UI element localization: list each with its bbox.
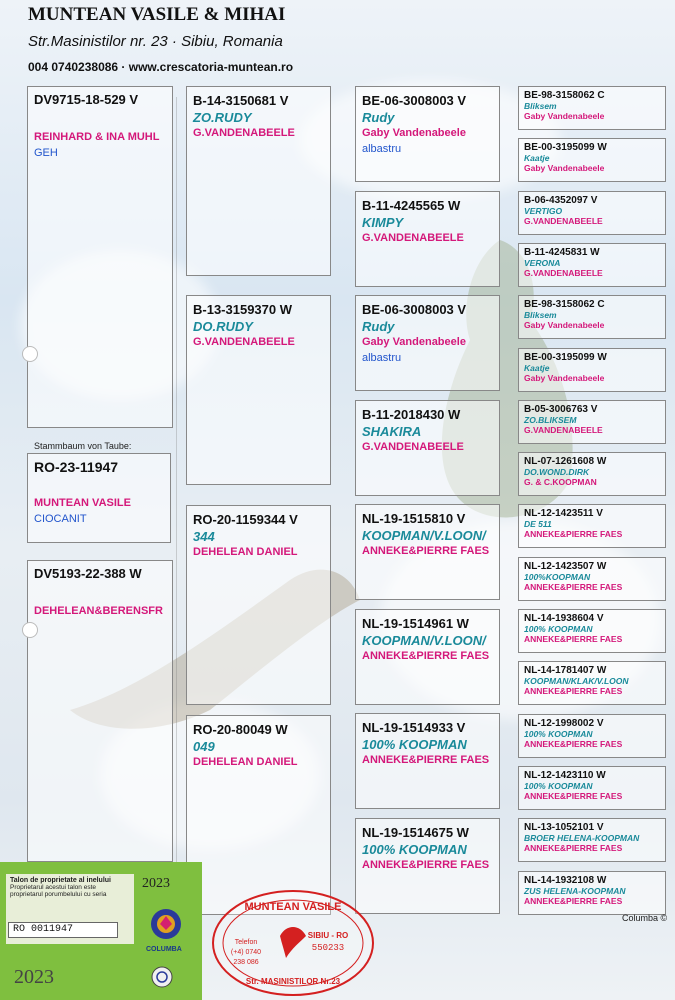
great-great-grandparent-name: 100% KOOPMAN	[524, 624, 593, 634]
subject-ring: RO-23-11947	[34, 459, 119, 475]
great-grandparent-name: KOOPMAN/V.LOON/	[362, 632, 486, 648]
great-grandparent-box	[355, 504, 500, 600]
owner-stamp	[210, 888, 376, 998]
sire-owner: REINHARD & INA MUHL	[34, 131, 160, 143]
stamp-city: SIBIU - RO	[307, 931, 349, 940]
great-great-grandparent-owner: Gaby Vandenabeele	[524, 372, 605, 383]
great-great-grandparent-box	[518, 243, 666, 287]
great-great-grandparent-name: Bliksem	[524, 310, 557, 321]
breeder-contact: 004 0740238086 · www.crescatoria-muntean.ro	[28, 60, 294, 74]
great-grandparent-ring: B-11-4245565 W	[362, 197, 461, 213]
great-great-grandparent-name: VERTIGO	[524, 205, 563, 216]
breeder-title: MUNTEAN VASILE & MIHAI	[28, 4, 286, 25]
great-great-grandparent-ring: B-05-3006763 V	[524, 403, 598, 415]
great-great-grandparent-box	[518, 609, 666, 653]
great-grandparent-name: KOOPMAN/V.LOON/	[362, 528, 486, 543]
great-great-grandparent-name: BROER HELENA-KOOPMAN	[524, 833, 640, 844]
grandparent-box	[186, 295, 331, 485]
great-grandparent-ring: NL-19-1515810 V	[362, 511, 466, 526]
great-grandparent-box	[355, 609, 500, 705]
great-great-grandparent-box	[518, 557, 666, 601]
punch-hole	[22, 622, 38, 638]
great-great-grandparent-ring: B-06-4352097 V	[524, 194, 598, 206]
great-great-grandparent-name: 100% KOOPMAN	[524, 780, 593, 791]
great-grandparent-name: Rudy	[362, 319, 395, 334]
great-great-grandparent-ring: NL-14-1932108 W	[524, 874, 607, 886]
great-great-grandparent-ring: NL-14-1781407 W	[524, 665, 607, 677]
great-grandparent-owner: G.VANDENABEELE	[362, 231, 464, 244]
great-grandparent-ring: BE-06-3008003 V	[362, 93, 467, 108]
great-great-grandparent-name: DO.WOND.DIRK	[524, 467, 590, 478]
grandparent-ring: RO-20-1159344 V	[193, 512, 298, 527]
great-great-grandparent-box	[518, 871, 666, 915]
dam-ring: DV5193-22-388 W	[34, 566, 142, 581]
great-great-grandparent-owner: ANNEKE&PIERRE FAES	[524, 529, 623, 540]
great-great-grandparent-name: 100% KOOPMAN	[524, 728, 593, 739]
great-great-grandparent-name: KOOPMAN/KLAK/V.LOON	[524, 676, 629, 687]
great-grandparent-box	[355, 400, 500, 496]
great-grandparent-box	[355, 295, 500, 391]
great-great-grandparent-box	[518, 714, 666, 758]
connector-line	[176, 97, 177, 887]
pedigree-label: Stammbaum von Taube:	[34, 441, 132, 451]
certificate-line2: Proprietarul acestui talon este	[10, 884, 96, 891]
certificate-serial: RO 0011947	[8, 922, 118, 938]
certificate-logo-text: COLUMBA	[146, 946, 182, 953]
great-great-grandparent-ring: NL-12-1423511 V	[524, 508, 603, 520]
great-great-grandparent-ring: NL-14-1938604 V	[524, 613, 604, 624]
great-grandparent-ring: NL-19-1514933 V	[362, 720, 466, 735]
great-great-grandparent-owner: G. & C.KOOPMAN	[524, 477, 597, 488]
great-grandparent-name: Rudy	[362, 110, 395, 125]
grandparent-owner: G.VANDENABEELE	[193, 336, 295, 348]
great-great-grandparent-ring: BE-00-3195099 W	[524, 142, 607, 154]
great-great-grandparent-owner: G.VANDENABEELE	[524, 215, 603, 226]
stamp-phone1: (+4) 0740	[230, 949, 262, 956]
great-grandparent-owner: ANNEKE&PIERRE FAES	[362, 545, 490, 557]
great-great-grandparent-box	[518, 86, 666, 130]
great-grandparent-ring: BE-06-3008003 V	[362, 302, 467, 317]
grandparent-name: 049	[193, 739, 215, 754]
breeder-address: Str.Masinistilor nr. 23 · Sibiu, Romania	[28, 33, 283, 50]
ring-certificate	[0, 862, 202, 1000]
great-great-grandparent-name: Kaatje	[524, 362, 550, 373]
great-great-grandparent-owner: G.VANDENABEELE	[524, 267, 603, 278]
stamp-code: 550233	[311, 943, 345, 953]
great-great-grandparent-ring: NL-13-1052101 V	[524, 822, 604, 834]
stamp-name: MUNTEAN VASILE	[244, 901, 342, 913]
great-grandparent-name: SHAKIRA	[362, 423, 422, 439]
great-great-grandparent-ring: BE-98-3158062 C	[524, 90, 605, 101]
subject-color: CIOCANIT	[34, 513, 87, 525]
great-great-grandparent-owner: G.VANDENABEELE	[524, 424, 603, 435]
great-great-grandparent-owner: ANNEKE&PIERRE FAES	[524, 686, 623, 697]
columba-logo-icon	[148, 902, 184, 946]
sire-ring: DV9715-18-529 V	[34, 92, 139, 107]
grandparent-ring: B-14-3150681 V	[193, 93, 289, 108]
subject-owner: MUNTEAN VASILE	[34, 497, 131, 509]
great-great-grandparent-box	[518, 661, 666, 705]
great-grandparent-owner: ANNEKE&PIERRE FAES	[362, 858, 490, 871]
stamp-phone2: 238 086	[233, 959, 259, 966]
grandparent-box	[186, 715, 331, 915]
great-great-grandparent-ring: BE-98-3158062 C	[524, 299, 605, 311]
great-great-grandparent-owner: Gaby Vandenabeele	[524, 111, 605, 121]
great-great-grandparent-name: DE 511	[524, 519, 552, 530]
sire-color: GEH	[34, 147, 58, 159]
grandparent-name: DO.RUDY	[193, 319, 253, 334]
grandparent-owner: DEHELEAN DANIEL	[193, 546, 298, 558]
great-great-grandparent-box	[518, 504, 666, 548]
great-great-grandparent-owner: ANNEKE&PIERRE FAES	[524, 581, 623, 592]
great-great-grandparent-box	[518, 138, 666, 182]
great-great-grandparent-owner: Gaby Vandenabeele	[524, 163, 605, 174]
great-grandparent-ring: NL-19-1514961 W	[362, 615, 469, 631]
great-great-grandparent-name: Kaatje	[524, 153, 550, 164]
great-great-grandparent-ring: NL-12-1423110 W	[524, 769, 606, 781]
great-great-grandparent-box	[518, 766, 666, 810]
great-grandparent-owner: ANNEKE&PIERRE FAES	[362, 649, 490, 662]
great-grandparent-name: KIMPY	[362, 214, 404, 230]
great-great-grandparent-name: VERONA	[524, 257, 561, 268]
great-grandparent-ring: NL-19-1514675 W	[362, 824, 469, 840]
great-great-grandparent-ring: BE-00-3195099 W	[524, 351, 607, 363]
certificate-title: Talon de proprietate al inelului	[10, 877, 111, 884]
federation-logo-icon	[150, 966, 174, 988]
great-grandparent-owner: Gaby Vandenabeele	[362, 127, 466, 139]
great-great-grandparent-box	[518, 452, 666, 496]
grandparent-box	[186, 86, 331, 276]
great-great-grandparent-owner: ANNEKE&PIERRE FAES	[524, 843, 623, 854]
certificate-line3: proprietarul porumbelului cu seria	[10, 891, 107, 898]
great-great-grandparent-box	[518, 818, 666, 862]
sire-box	[27, 86, 173, 428]
great-great-grandparent-box	[518, 400, 666, 444]
great-great-grandparent-ring: NL-07-1261608 W	[524, 456, 607, 468]
grandparent-name: 344	[193, 529, 215, 544]
stamp-phone-label: Telefon	[234, 939, 258, 946]
great-grandparent-box	[355, 713, 500, 809]
grandparent-ring: RO-20-80049 W	[193, 722, 288, 737]
grandparent-owner: G.VANDENABEELE	[193, 127, 295, 139]
great-grandparent-color: albastru	[362, 143, 402, 155]
subject-box	[27, 453, 171, 543]
dam-box	[27, 560, 173, 862]
great-grandparent-name: 100% KOOPMAN	[362, 737, 467, 752]
great-grandparent-box	[355, 818, 500, 914]
great-grandparent-ring: B-11-2018430 W	[362, 406, 461, 422]
great-great-grandparent-name: ZO.BLIKSEM	[524, 414, 577, 425]
grandparent-name: ZO.RUDY	[193, 110, 252, 125]
great-great-grandparent-name: ZUS HELENA-KOOPMAN	[524, 885, 626, 896]
great-grandparent-name: 100% KOOPMAN	[362, 841, 467, 857]
columba-credit: Columba ©	[622, 913, 668, 923]
great-great-grandparent-name: Bliksem	[524, 101, 557, 111]
great-grandparent-owner: G.VANDENABEELE	[362, 440, 464, 453]
great-grandparent-color: albastru	[362, 352, 402, 364]
stamp-street: Str. MASINISTILOR Nr.23	[245, 977, 341, 986]
great-great-grandparent-owner: ANNEKE&PIERRE FAES	[524, 634, 623, 644]
certificate-year-top: 2023	[142, 876, 170, 891]
great-great-grandparent-owner: ANNEKE&PIERRE FAES	[524, 738, 623, 749]
great-grandparent-owner: Gaby Vandenabeele	[362, 336, 466, 348]
great-great-grandparent-ring: B-11-4245831 W	[524, 246, 600, 258]
great-grandparent-box	[355, 86, 500, 182]
great-grandparent-box	[355, 191, 500, 287]
great-great-grandparent-box	[518, 295, 666, 339]
great-great-grandparent-box	[518, 348, 666, 392]
great-great-grandparent-owner: Gaby Vandenabeele	[524, 320, 605, 331]
grandparent-ring: B-13-3159370 W	[193, 302, 292, 317]
dam-owner: DEHELEAN&BERENSFR	[34, 605, 163, 617]
great-great-grandparent-ring: NL-12-1423507 W	[524, 560, 607, 572]
great-grandparent-owner: ANNEKE&PIERRE FAES	[362, 754, 490, 766]
grandparent-box	[186, 505, 331, 705]
great-great-grandparent-ring: NL-12-1998002 V	[524, 717, 604, 729]
grandparent-owner: DEHELEAN DANIEL	[193, 756, 298, 768]
great-great-grandparent-name: 100%KOOPMAN	[524, 571, 591, 582]
punch-hole	[22, 346, 38, 362]
great-great-grandparent-box	[518, 191, 666, 235]
great-great-grandparent-owner: ANNEKE&PIERRE FAES	[524, 790, 623, 801]
great-great-grandparent-owner: ANNEKE&PIERRE FAES	[524, 895, 623, 906]
certificate-year-bottom: 2023	[14, 966, 54, 988]
